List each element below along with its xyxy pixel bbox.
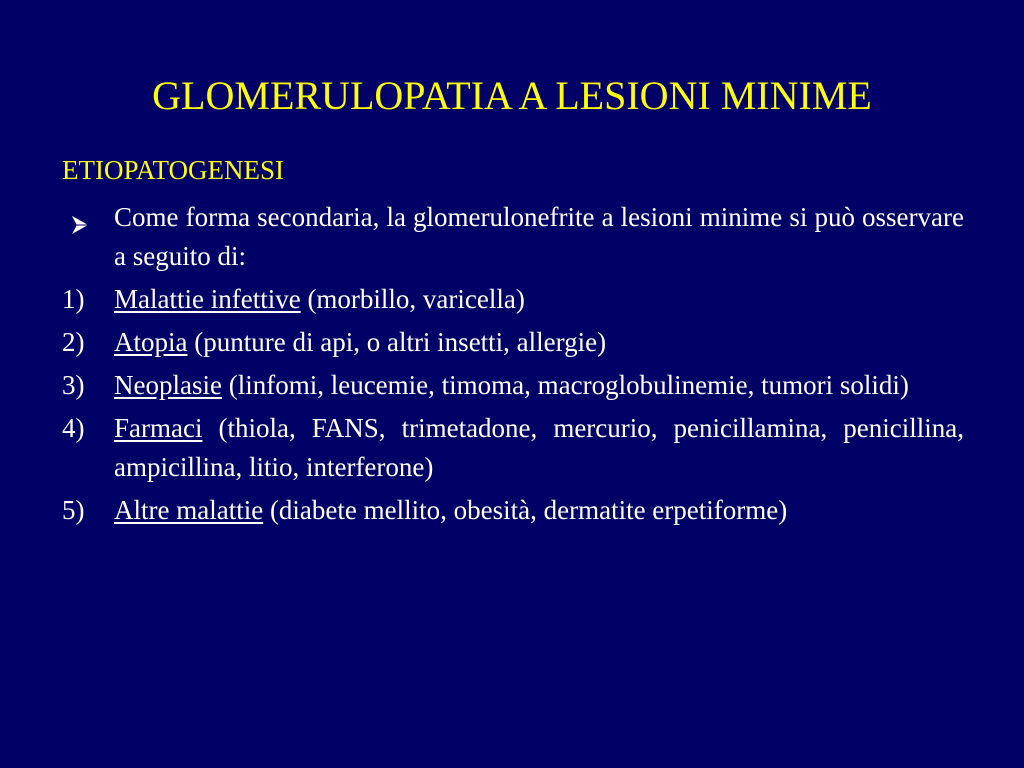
slide-title: GLOMERULOPATIA A LESIONI MINIME [152,73,872,118]
list-item-detail: (morbillo, varicella) [300,284,525,314]
list-item-term: Farmaci [114,413,203,443]
list-item-term: Altre malattie [114,495,264,525]
list-item [62,366,964,405]
intro-bullet [62,198,964,276]
list-item-term: Atopia [114,327,188,357]
list-item [62,280,964,319]
list-marker: 4) [62,413,85,443]
list-marker: 3) [62,370,85,400]
content-list [62,198,964,534]
list-item [62,409,964,487]
list-item-detail: (diabete mellito, obesità, dermatite erpetiforme) [263,495,788,525]
section-heading: ETIOPATOGENESI [62,155,285,185]
list-marker: 5) [62,495,85,525]
arrow-bullet-icon [70,207,90,246]
list-item-detail: (linfomi, leucemie, timoma, macroglobulinemie, tumori solidi) [221,370,909,400]
list-item-detail: (thiola, FANS, trimetadone, mercurio, penicillamina, penicillina, ampicillina, litio, interferone) [114,413,964,482]
list-item [62,323,964,362]
list-item-term: Malattie infettive [114,284,301,314]
list-marker: 1) [62,284,85,314]
list-item-detail: (punture di api, o altri insetti, allergie) [187,327,607,357]
list-item-term: Neoplasie [114,370,222,400]
intro-text: Come forma secondaria, la glomerulonefrite a lesioni minime si può osservare a seguito di: [114,202,964,271]
list-marker: 2) [62,327,85,357]
list-item [62,491,964,530]
